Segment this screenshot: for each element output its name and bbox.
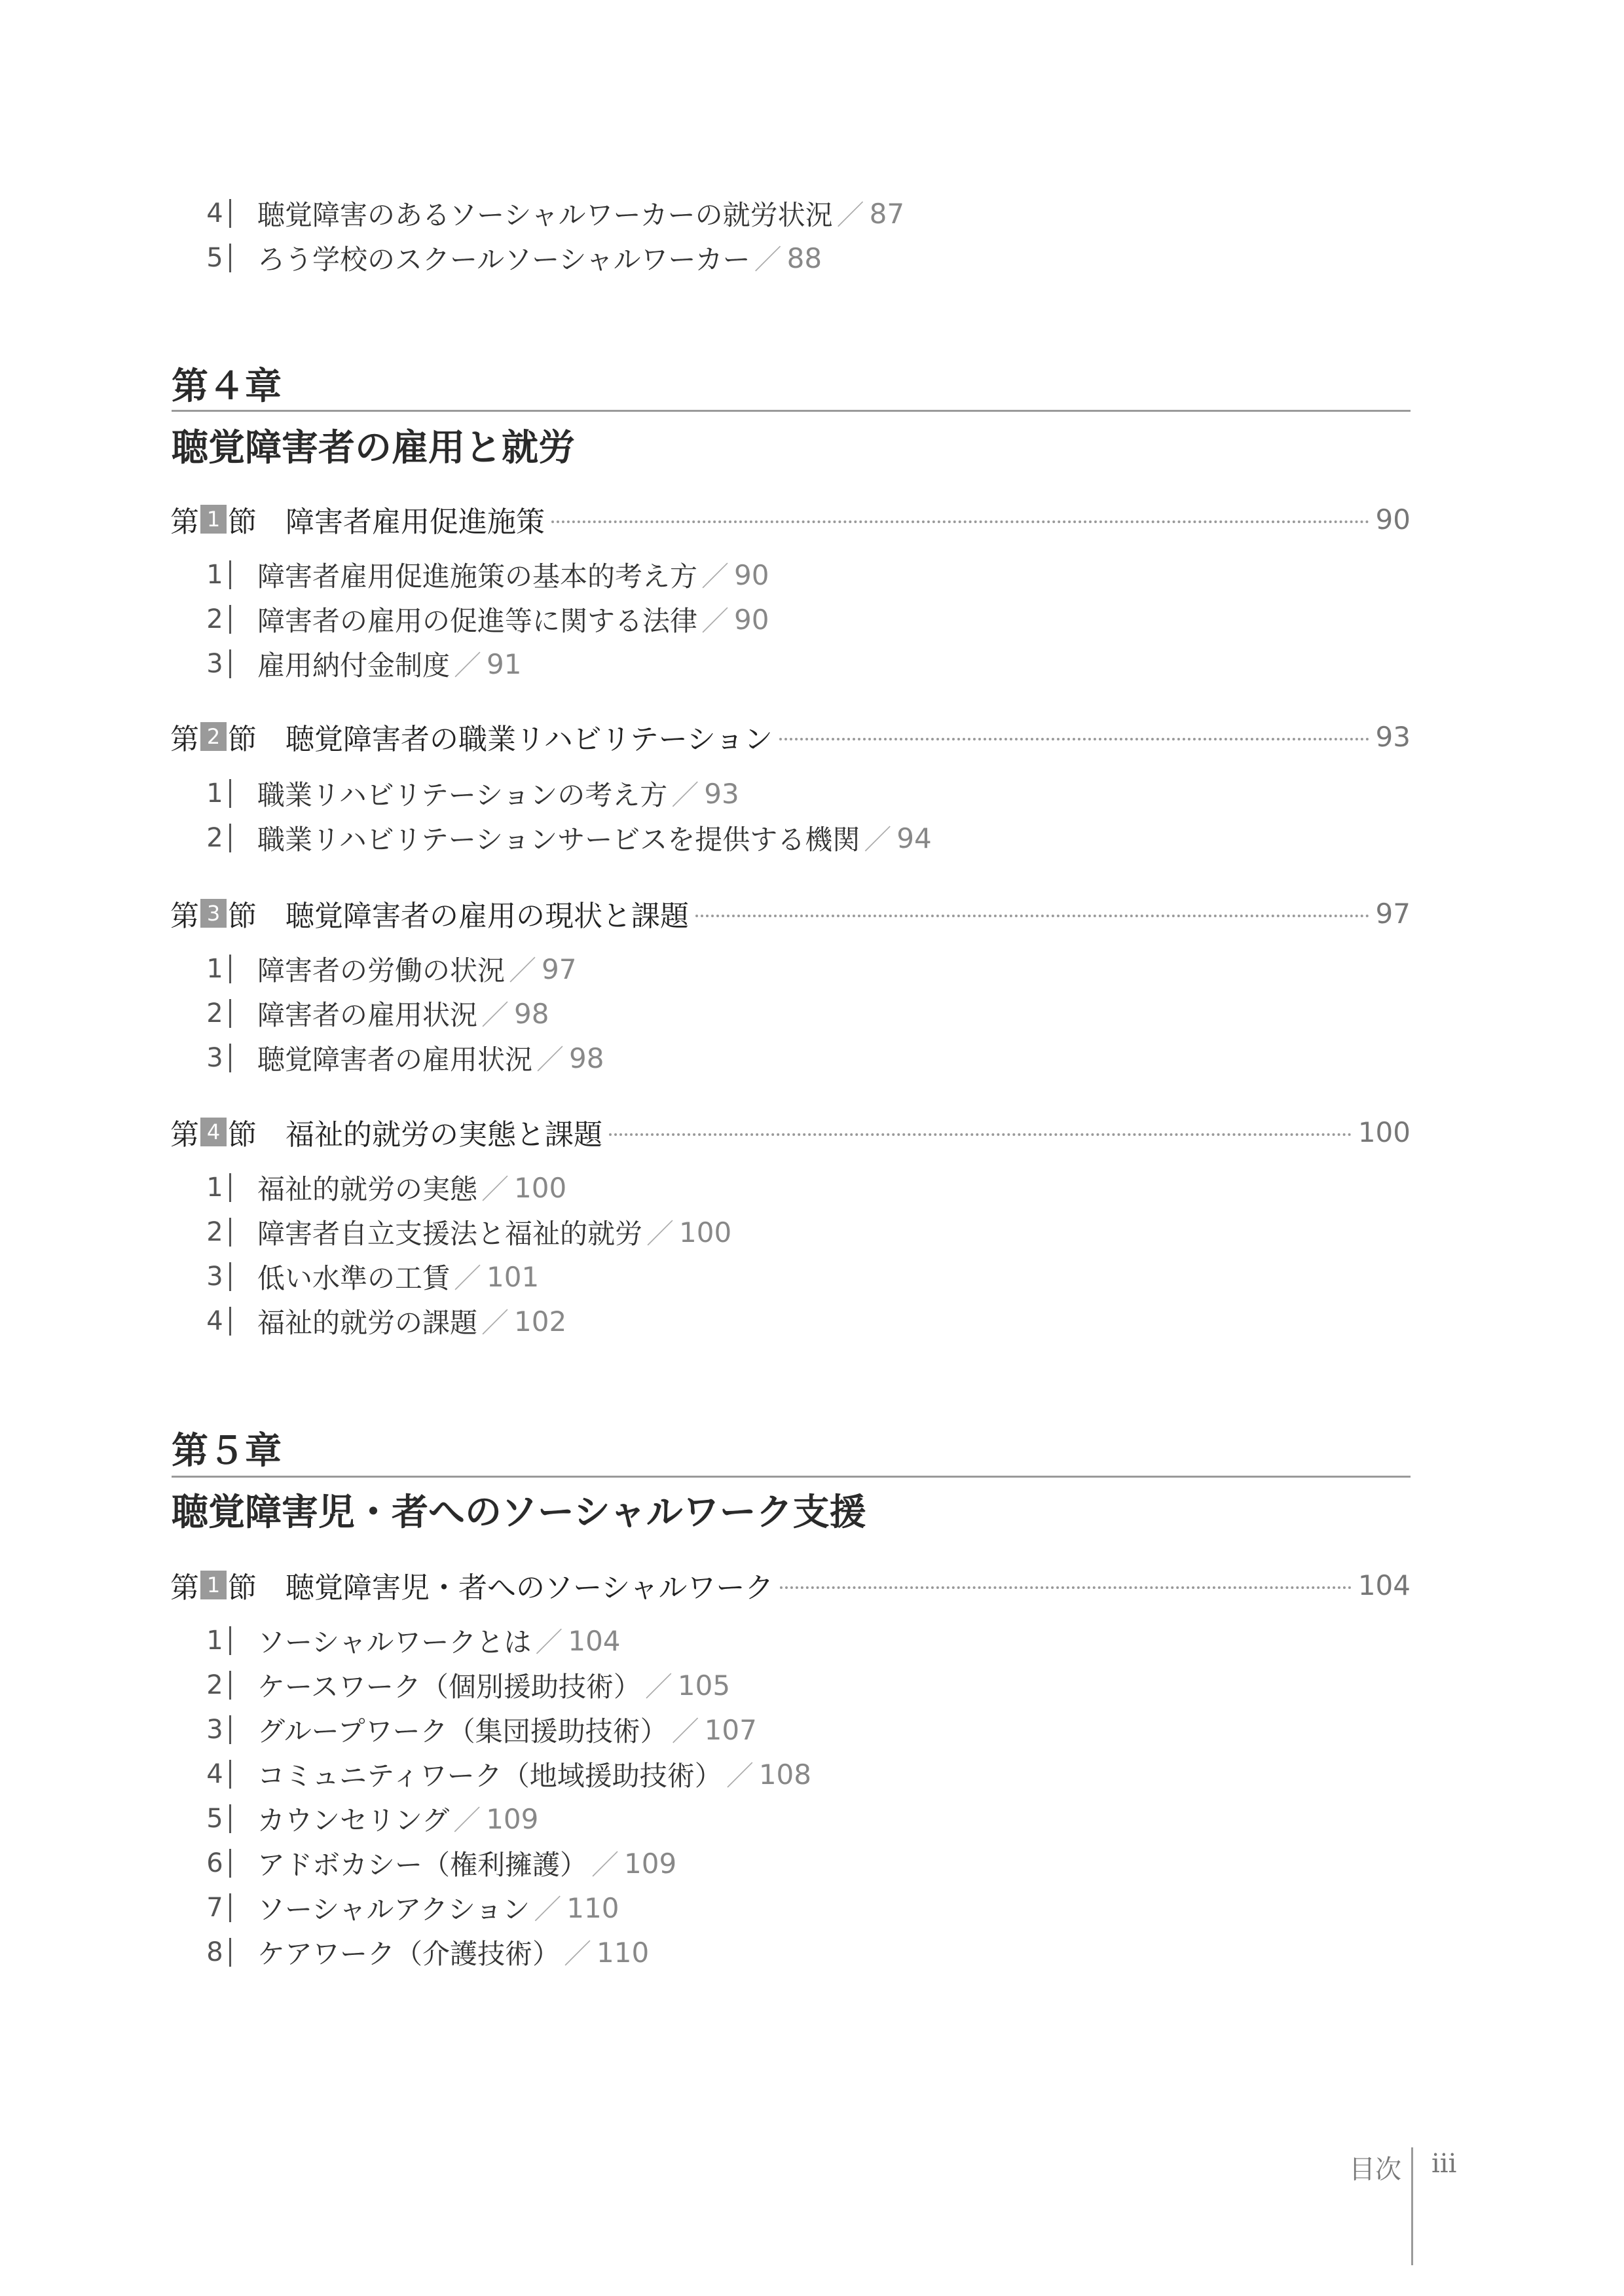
list-item[interactable]: 1 障害者の労働の状況 ／ 97 [203,948,576,990]
list-item[interactable]: 8 ケアワーク（介護技術） ／ 110 [203,1931,649,1973]
section-page: 100 [1357,1116,1411,1148]
item-title: ろう学校のスクールソーシャルワーカー [257,244,750,276]
item-page: 88 [786,242,822,274]
section-number-badge: 1 [200,1571,227,1599]
dot-leader [609,1133,1352,1136]
chapter-4-title: 聴覚障害者の雇用と就労 [172,427,575,469]
section-title: 障害者雇用促進施策 [286,505,545,539]
chapter-5-rule [172,1476,1411,1478]
item-page: 87 [869,197,905,230]
list-item[interactable]: 6 アドボカシー（権利擁護） ／ 109 [203,1842,676,1884]
section-number-badge: 4 [200,1118,227,1146]
item-number: 4 [203,199,231,228]
list-item[interactable]: 3 低い水準の工賃 ／ 101 [203,1256,539,1298]
list-item[interactable]: 4 聴覚障害のあるソーシャルワーカーの就労状況 ／ 87 [203,192,904,234]
footer-divider [1411,2147,1413,2265]
list-item[interactable]: 5 カウンセリング ／ 109 [203,1798,538,1840]
chapter-4-rule [172,410,1411,412]
section-title: 聴覚障害児・者へのソーシャルワーク [286,1571,774,1605]
list-item[interactable]: 1 職業リハビリテーションの考え方 ／ 93 [203,773,739,814]
section-number-badge: 3 [200,899,227,928]
chapter-5-label: 第５章 [172,1430,282,1472]
section-heading[interactable]: 第 2 節 聴覚障害者の職業リハビリテーション 93 [170,714,1411,759]
list-item[interactable]: 5 ろう学校のスクールソーシャルワーカー ／ 88 [203,237,822,279]
list-item[interactable]: 3 雇用納付金制度 ／ 91 [203,643,521,685]
section-number-badge: 2 [200,722,227,751]
chapter-4-label: 第４章 [172,365,282,408]
list-item[interactable]: 3 聴覚障害者の雇用状況 ／ 98 [203,1037,604,1079]
list-item[interactable]: 2 職業リハビリテーションサービスを提供する機関 ／ 94 [203,817,932,859]
list-item[interactable]: 4 コミュニティワーク（地域援助技術） ／ 108 [203,1753,811,1795]
dot-leader [779,738,1369,740]
footer-label: 目次 [1349,2155,1401,2185]
chapter-5-title: 聴覚障害児・者へのソーシャルワーク支援 [172,1491,866,1534]
section-number-badge: 1 [200,505,227,534]
list-item[interactable]: 1 ソーシャルワークとは ／ 104 [203,1620,621,1662]
list-item[interactable]: 2 障害者自立支援法と福祉的就労 ／ 100 [203,1211,731,1253]
list-item[interactable]: 2 障害者の雇用状況 ／ 98 [203,993,549,1034]
section-heading[interactable]: 第 1 節 障害者雇用促進施策 90 [170,496,1411,542]
section-heading[interactable]: 第 1 節 聴覚障害児・者へのソーシャルワーク 104 [170,1562,1411,1608]
list-item[interactable]: 2 ケースワーク（個別援助技術） ／ 105 [203,1664,730,1706]
page-number: iii [1431,2149,1457,2179]
section-page: 90 [1375,503,1411,536]
item-title: 聴覚障害のあるソーシャルワーカーの就労状況 [257,199,833,231]
section-title: 聴覚障害者の職業リハビリテーション [286,723,773,756]
section-page: 93 [1375,720,1411,753]
dot-leader [780,1586,1351,1589]
list-item[interactable]: 4 福祉的就労の課題 ／ 102 [203,1300,566,1342]
list-item[interactable]: 2 障害者の雇用の促進等に関する法律 ／ 90 [203,598,769,640]
section-heading[interactable]: 第 3 節 聴覚障害者の雇用の現状と課題 97 [170,890,1411,936]
section-page: 104 [1357,1569,1411,1601]
section-page: 97 [1375,897,1411,930]
section-title: 聴覚障害者の雇用の現状と課題 [286,900,689,933]
list-item[interactable]: 3 グループワーク（集団援助技術） ／ 107 [203,1709,757,1751]
dot-leader [551,520,1369,523]
dot-leader [695,915,1369,917]
list-item[interactable]: 1 障害者雇用促進施策の基本的考え方 ／ 90 [203,554,769,596]
list-item[interactable]: 1 福祉的就労の実態 ／ 100 [203,1167,566,1209]
section-title: 福祉的就労の実態と課題 [286,1118,602,1152]
list-item[interactable]: 7 ソーシャルアクション ／ 110 [203,1887,619,1929]
section-heading[interactable]: 第 4 節 福祉的就労の実態と課題 100 [170,1109,1411,1155]
item-number: 5 [203,244,231,272]
